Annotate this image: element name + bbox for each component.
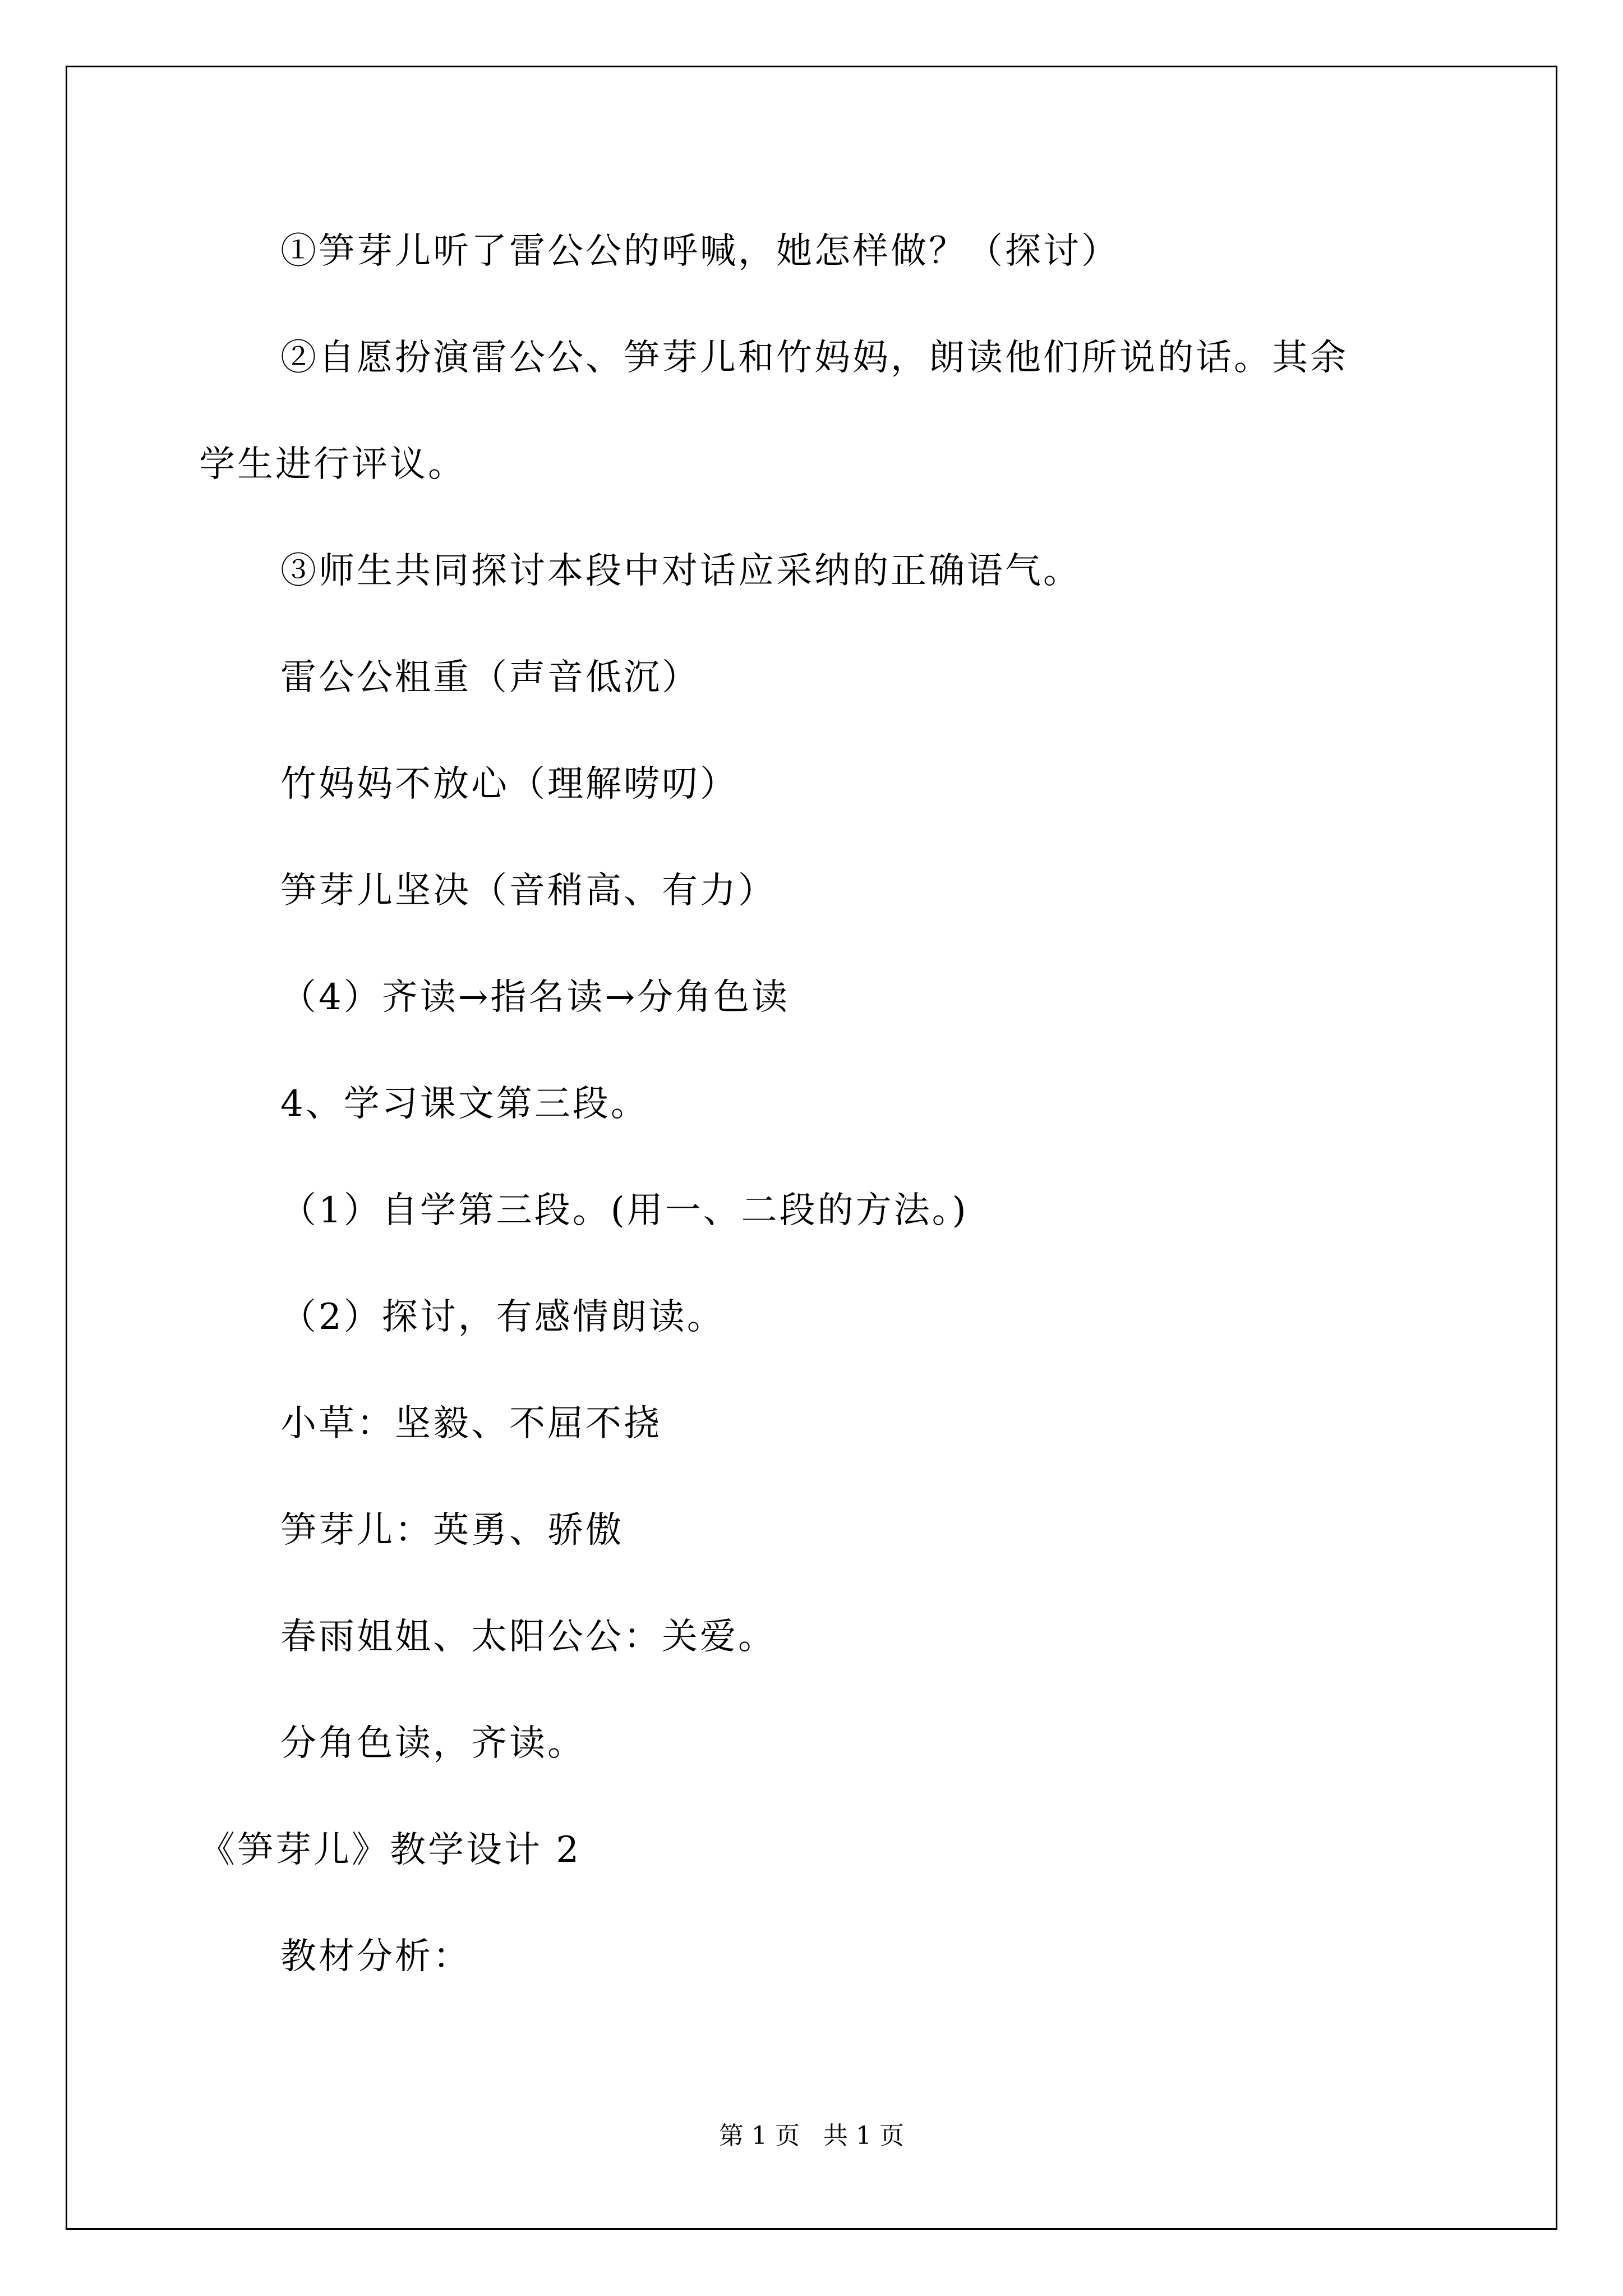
page-footer: 第 1 页 共 1 页 [719, 2122, 904, 2150]
section-heading: 《笋芽儿》教学设计 2 [199, 1829, 582, 1871]
paragraph-line: （1）自学第三段。(用一、二段的方法。) [280, 1190, 969, 1231]
paragraph-line: ①笋芽儿听了雷公公的呼喊，她怎样做？（探讨） [280, 231, 1119, 272]
page-border [66, 66, 1557, 2230]
paragraph-line: 笋芽儿坚决（音稍高、有力） [280, 870, 776, 912]
paragraph-line: 春雨姐姐、太阳公公：关爱。 [280, 1616, 776, 1658]
paragraph-line: （4）齐读→指名读→分角色读 [280, 977, 790, 1018]
paragraph-line: 教材分析： [280, 1936, 471, 1977]
paragraph-line: 分角色读，齐读。 [280, 1723, 585, 1764]
paragraph-line: 小草：坚毅、不屈不挠 [280, 1403, 662, 1444]
paragraph-line: 笋芽儿：英勇、骄傲 [280, 1510, 624, 1551]
paragraph-line: （2）探讨，有感情朗读。 [280, 1296, 725, 1338]
paragraph-line: 4、学习课文第三段。 [280, 1083, 649, 1125]
paragraph-line: 学生进行评议。 [199, 444, 466, 485]
paragraph-line: 雷公公粗重（声音低沉） [280, 657, 700, 698]
paragraph-line: ③师生共同探讨本段中对话应采纳的正确语气。 [280, 550, 1081, 592]
paragraph-line: 竹妈妈不放心（理解唠叨） [280, 763, 738, 805]
paragraph-line: ②自愿扮演雷公公、笋芽儿和竹妈妈，朗读他们所说的话。其余 [280, 337, 1348, 379]
